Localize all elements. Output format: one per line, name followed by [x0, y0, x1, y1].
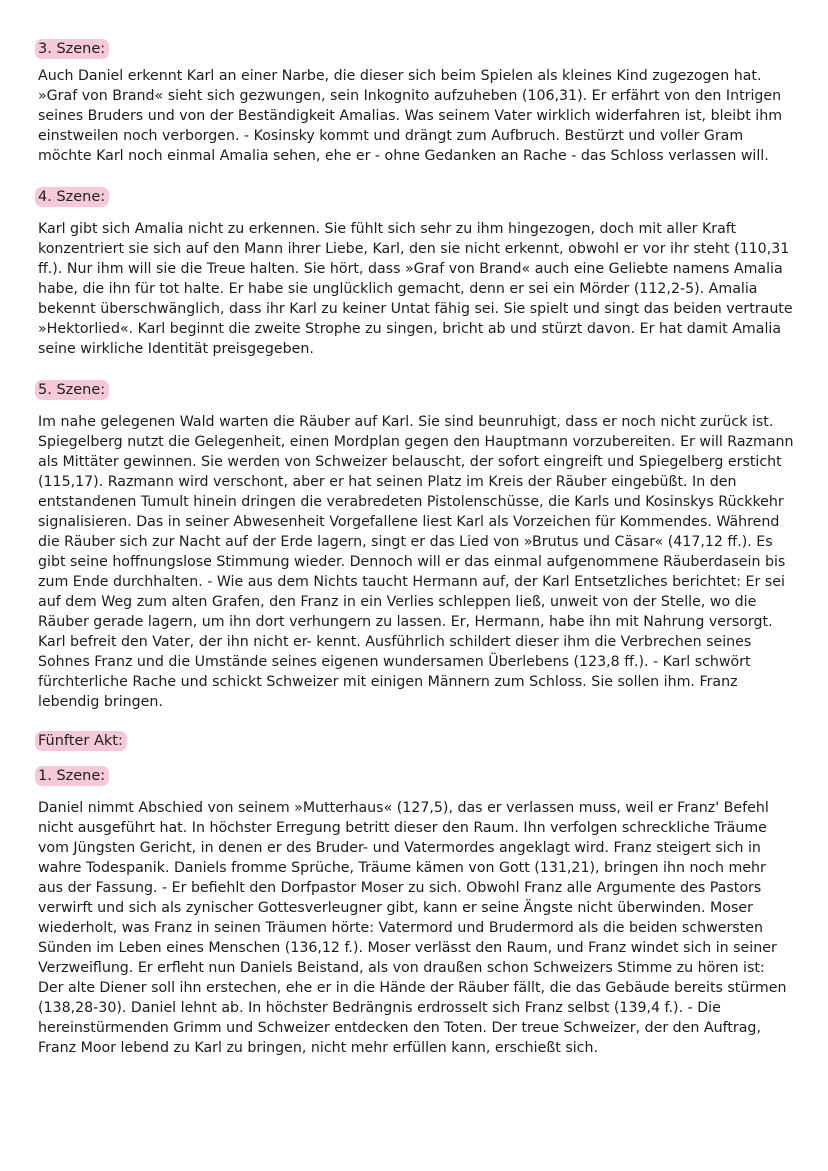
scene-4-text: Karl gibt sich Amalia nicht zu erkennen. Sie fühlt sich sehr zu ihm hingezogen, doch mit aller Kraft konzentriert sie sich auf den Mann ihrer Liebe, Karl, den sie nicht erkennt, obwohl er vor ihr steht (110,31 ff.). Nur ihm will sie die Treue halten. Sie hört, dass »Graf von Brand« auch eine Geliebte namens Amalia habe, die ihn für tot halte. Er habe sie unglücklich gemacht, denn er sei ein Mörder (112,2-5). Amalia bekennt überschwänglich, dass ihr Karl zu keiner Untat fähig sei. Sie spielt und singt das beiden vertraute »Hektorlied«. Karl beginnt die zweite Strophe zu singen, bricht ab und stürzt davon. Er hat damit Amalia seine wirkliche Identität preisgegeben.: [38, 221, 793, 357]
scene-5-section: [38, 379, 794, 712]
scene-5-text: Im nahe gelegenen Wald warten die Räuber auf Karl. Sie sind beunruhigt, dass er noch nicht zurück ist. Spiegelberg nutzt die Gelegenheit, einen Mordplan gegen den Hauptmann vorzubereiten. Er will Razmann als Mittäter gewinnen. Sie werden von Schweizer belauscht, der sofort eingreift und Spiegelberg ersticht (115,17). Razmann wird verschont, aber er hat seinen Platz im Kreis der Räuber eingebüßt. In den entstandenen Tumult hinein dringen die verabredeten Pistolenschüsse, die Karls und Kosinskys Rückkehr signalisieren. Das in seiner Abwesenheit Vorgefallene liest Karl als Vorzeichen für Kommendes. Während die Räuber sich zur Nacht auf der Erde lagern, singt er das Lied von »Brutus und Cäsar« (417,12 ff.). Es gibt seine hoffnungslose Stimmung wieder. Dennoch will er das einmal aufgenommene Räuberdasein bis zum Ende durchhalten. - Wie aus dem Nichts taucht Hermann auf, der Karl Entsetzliches berichtet: Er sei auf dem Weg zum alten Grafen, den Franz in ein Verlies schleppen ließ, unweit von der Stelle, wo die Räuber gerade lagern, um ihn dort verhungern zu lassen. Er, Hermann, habe ihn mit Nahrung versorgt. Karl befreit den Vater, der ihn nicht er- kennt. Ausführlich schildert dieser ihm die Verbrechen seines Sohnes Franz und die Umstände seines eigenen wundersamen Überlebens (123,8 ff.). - Karl schwört fürchterliche Rache und schickt Schweizer mit einigen Männern zum Schloss. Sie sollen ihm. Franz lebendig bringen.: [38, 414, 794, 710]
act-5-scene-1-heading: 1. Szene:: [35, 766, 109, 786]
scene-4-section: [38, 186, 794, 359]
scene-3-heading: 3. Szene:: [35, 39, 109, 59]
scene-3-text: Auch Daniel erkennt Karl an einer Narbe, die dieser sich beim Spielen als kleines Kind zugezogen hat. »Graf von Brand« sieht sich gezwungen, sein Inkognito aufzuheben (106,31). Er erfährt von den Intrigen seines Bruders und von der Beständigkeit Amalias. Was seinem Vater wirklich widerfahren ist, bleibt ihm einstweilen noch verborgen. - Kosinsky kommt und drängt zum Aufbruch. Bestürzt und voller Gram möchte Karl noch einmal Amalia sehen, ehe er - ohne Gedanken an Rache - das Schloss verlassen will.: [38, 68, 783, 164]
scene-4-heading: 4. Szene:: [35, 187, 109, 207]
scene-3-section: [38, 38, 794, 166]
act-5-heading: Fünfter Akt:: [35, 731, 127, 751]
act-5-scene-1-text: Daniel nimmt Abschied von seinem »Mutterhaus« (127,5), das er verlassen muss, weil er Franz' Befehl nicht ausgeführt hat. In höchster Erregung betritt dieser den Raum. Ihn verfolgen schreckliche Träume vom Jüngsten Gericht, in denen er des Bruder- und Vatermordes angeklagt wird. Franz steigert sich in wahre Todespanik. Daniels fromme Sprüche, Träume kämen von Gott (131,21), bringen ihn noch mehr aus der Fassung. - Er befiehlt den Dorfpastor Moser zu sich. Obwohl Franz alle Argumente des Pastors verwirft und sich als zynischer Gottesverleugner gibt, kann er seine Ängste nicht überwinden. Moser wiederholt, was Franz in seinen Träumen hörte: Vatermord und Brudermord als die beiden schwersten Sünden im Leben eines Menschen (136,12 f.). Moser verlässt den Raum, und Franz windet sich in seiner Verzweiflung. Er erfleht nun Daniels Beistand, als von draußen schon Schweizers Stimme zu hören ist: Der alte Diener soll ihn erstechen, ehe er in die Hände der Räuber fällt, die das Gebäude bereits stürmen (138,28-30). Daniel lehnt ab. In höchster Bedrängnis erdrosselt sich Franz selbst (139,4 f.). - Die hereinstürmenden Grimm und Schweizer entdecken den Toten. Der treue Schweizer, der den Auftrag, Franz Moor lebend zu Karl zu bringen, nicht mehr erfüllen kann, erschießt sich.: [38, 800, 787, 1056]
act-5-section: [38, 730, 794, 1058]
scene-5-heading: 5. Szene:: [35, 380, 109, 400]
